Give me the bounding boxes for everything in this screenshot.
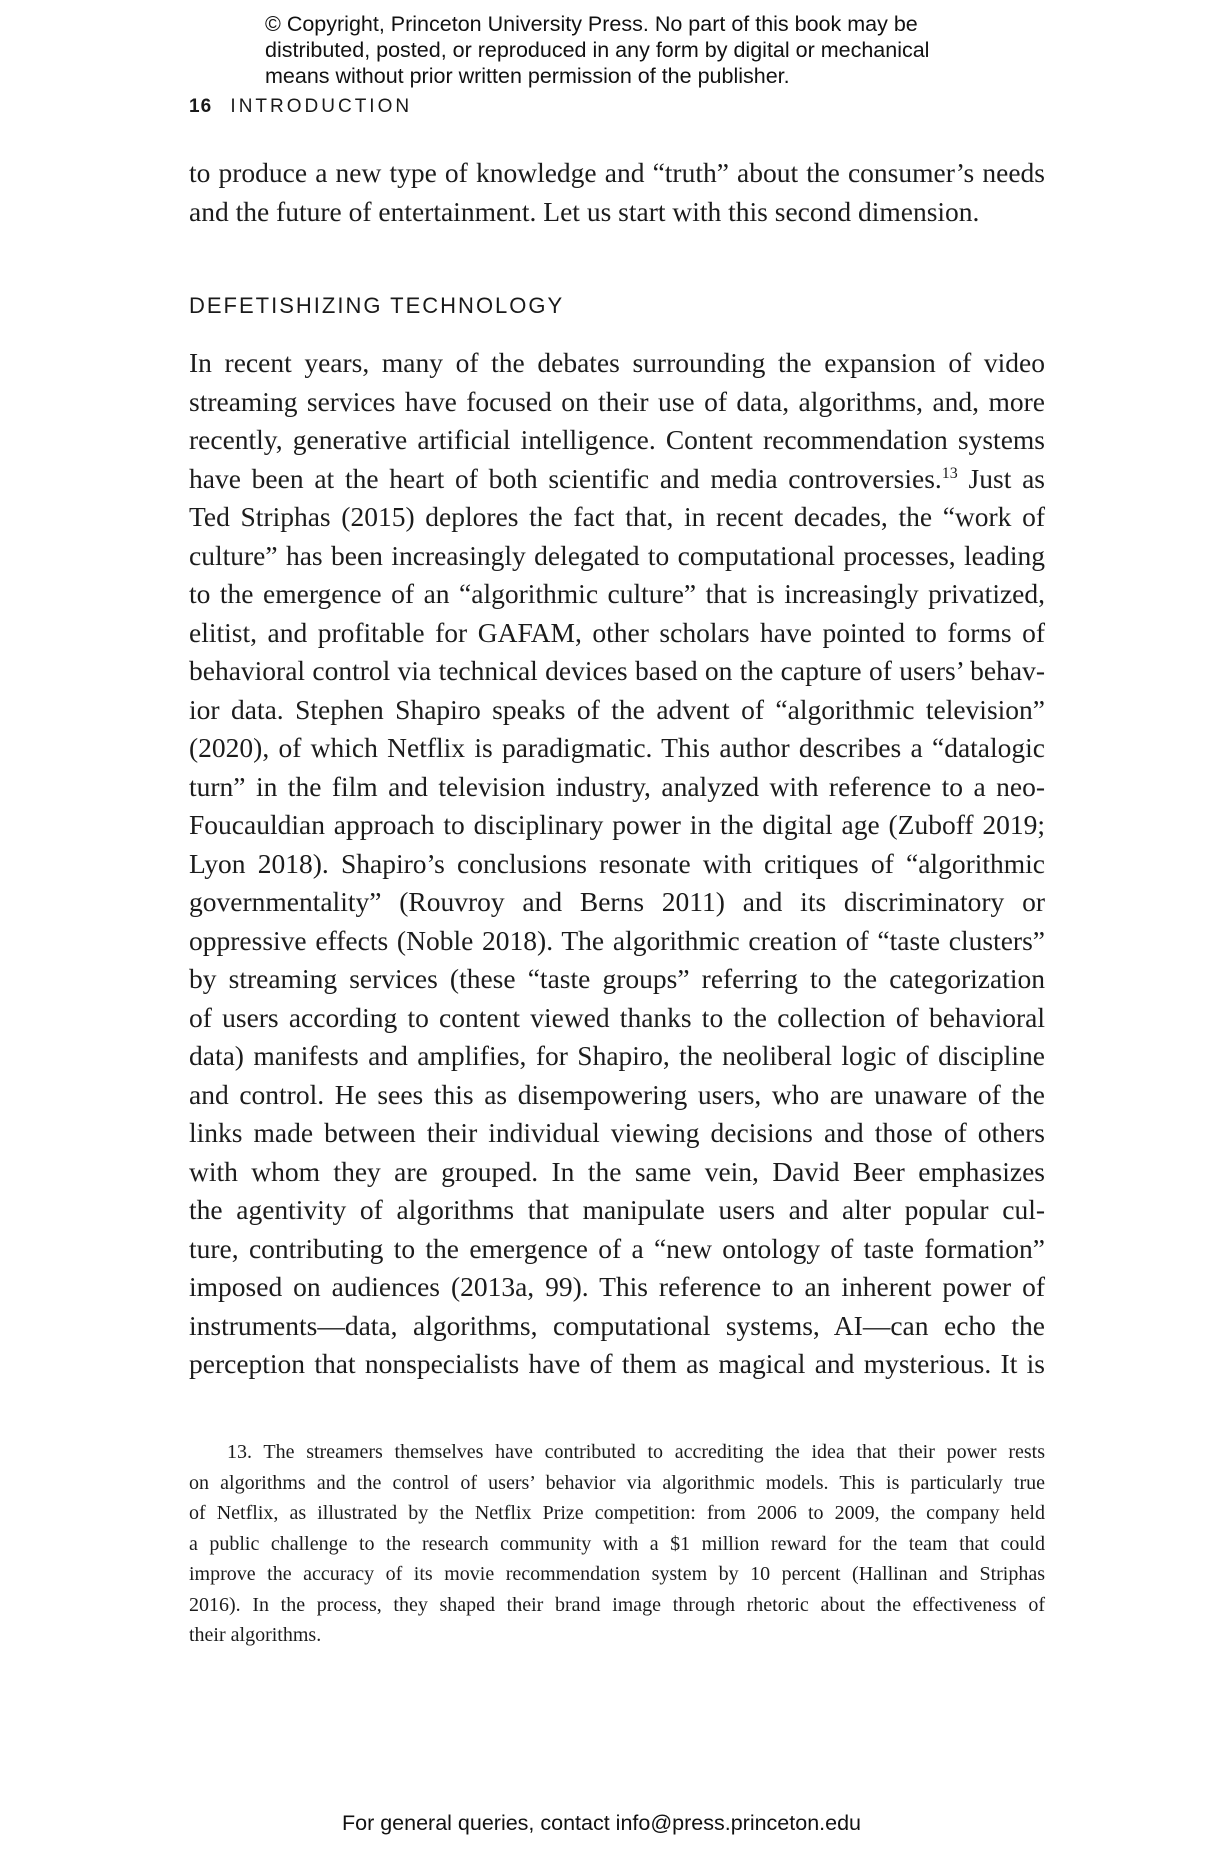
text-line: Foucauldian approach to disciplinary power in the digital age (Zuboff 2019; [189,809,1045,840]
text-line: the agentivity of algorithms that manipulate users and alter popular cul- [189,1194,1045,1225]
footnote-line: on algorithms and the control of users’ behavior via algorithmic models. This is particularly true [189,1471,1045,1494]
text-line: to produce a new type of knowledge and “truth” about the consumer’s needs [189,157,1045,188]
text-line: oppressive effects (Noble 2018). The algorithmic creation of “taste clusters” [189,924,1045,956]
text-line: with whom they are grouped. In the same vein, David Beer emphasizes [189,1155,1045,1187]
text-line: to the emergence of an “algorithmic culture” that is increasingly privatized, [189,578,1045,609]
text-line: (2020), of which Netflix is paradigmatic. This author describes a “datalogic [189,732,1045,763]
text-line: In recent years, many of the debates surrounding the expansion of video [189,347,1045,378]
main-paragraph [189,344,1045,1384]
text-segment: have been at the heart of both scientific and media controversies. [189,462,942,494]
running-head [189,96,412,118]
text-line: Lyon 2018). Shapiro’s conclusions resonate with critiques of “algorithmic [189,847,1045,879]
copyright-notice [265,11,985,89]
text-line: ture, contributing to the emergence of a “new ontology of taste formation” [189,1232,1045,1264]
text-line: behavioral control via technical devices based on the capture of users’ behav- [189,655,1045,686]
page-number: 16 [189,96,213,117]
text-line: elitist, and profitable for GAFAM, other scholars have pointed to forms of [189,616,1045,648]
text-line: turn” in the film and television industry, analyzed with reference to a neo- [189,770,1045,802]
text-line: links made between their individual viewing decisions and those of others [189,1117,1045,1148]
running-head-title: INTRODUCTION [230,96,413,117]
text-line: Ted Striphas (2015) deplores the fact that, in recent decades, the “work of [189,501,1045,532]
text-line: culture” has been increasingly delegated to computational processes, leading [189,539,1045,571]
text-line-with-footnote [189,460,1045,499]
footnote-line: 2016). In the process, they shaped their brand image through rhetoric about the effectiveness of [189,1593,1045,1616]
text-line: perception that nonspecialists have of them as magical and mysterious. It is [189,1348,1045,1379]
footnote-line: a public challenge to the research community with a $1 million reward for the team that could [189,1532,1045,1555]
text-line: and the future of entertainment. Let us start with this second dimension. [189,195,980,227]
footnote-line: improve the accuracy of its movie recommendation system by 10 percent (Hallinan and Striphas [189,1563,1045,1585]
text-segment: Just as [957,462,1045,494]
copyright-line: © Copyright, Princeton University Press. No part of this book may be [265,12,918,36]
footnote-marker[interactable]: 13 [941,464,958,482]
text-line: governmentality” (Rouvroy and Berns 2011) and its discriminatory or [189,886,1045,917]
text-line: recently, generative artificial intelligence. Content recommendation systems [189,424,1045,455]
footnote [189,1437,1045,1651]
copyright-line: distributed, posted, or reproduced in any form by digital or mechanical [265,38,930,62]
text-line: by streaming services (these “taste groups” referring to the categorization [189,963,1045,994]
copyright-line: means without prior written permission of the publisher. [265,64,790,88]
footnote-line: of Netflix, as illustrated by the Netflix Prize competition: from 2006 to 2009, the company held [189,1502,1045,1524]
footnote-line: 13. The streamers themselves have contributed to accrediting the idea that their power rests [227,1441,1045,1463]
footnote-line: their algorithms. [189,1624,322,1646]
text-line: data) manifests and amplifies, for Shapiro, the neoliberal logic of discipline [189,1040,1045,1071]
section-heading: DEFETISHIZING TECHNOLOGY [189,293,565,318]
contact-notice: For general queries, contact info@press.princeton.edu [342,1811,862,1835]
text-line: streaming services have focused on their use of data, algorithms, and, more [189,385,1045,417]
text-line: and control. He sees this as disempowering users, who are unaware of the [189,1078,1045,1110]
text-line: instruments—data, algorithms, computational systems, AI—can echo the [189,1309,1045,1341]
text-line: imposed on audiences (2013a, 99). This reference to an inherent power of [189,1271,1045,1302]
text-line: ior data. Stephen Shapiro speaks of the advent of “algorithmic television” [189,693,1045,725]
text-line: of users according to content viewed thanks to the collection of behavioral [189,1001,1045,1033]
intro-paragraph [189,154,1045,231]
